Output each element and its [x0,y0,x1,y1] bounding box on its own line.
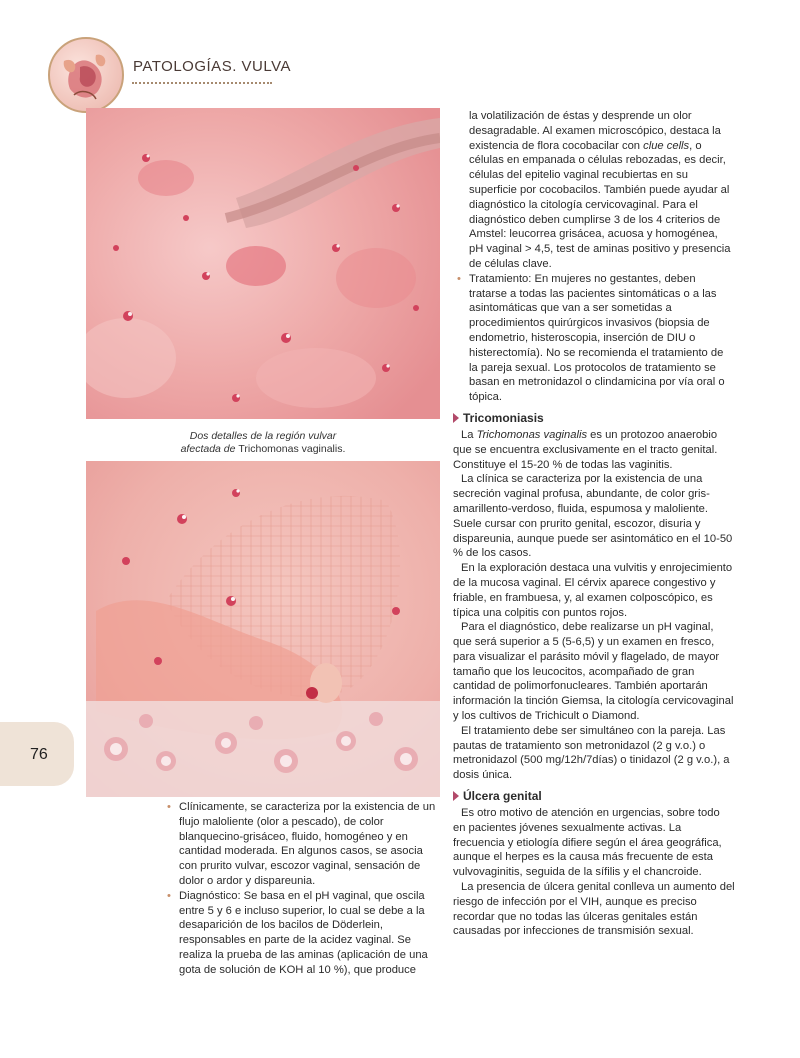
caption-line-1: Dos detalles de la región vulvar [189,430,337,442]
tricomoniasis-heading-text: Tricomoniasis [463,410,544,425]
tricomoniasis-p1-post: es un protozoo anaerobio que se encuentra exclusivamente en el tracto genital. Constituye el 15-20 % de todas las vaginitis. [453,428,718,471]
tricomoniasis-p1 [453,428,735,472]
section-marker-icon [453,413,459,423]
figure-caption [86,430,440,456]
tricomoniasis-p4: Para el diagnóstico, debe realizarse un pH vaginal, que será superior a 5 (5-6,5) y un examen en fresco, para visualizar el parásito móvil y flagelado, de mayor tamaño que los leucocitos, acompañado de gran cantidad de polimorfonucleares. También aportarán información la tinción Giemsa, la citología cervicovaginal y los cultivos de Trichicult o Diamond. [453,621,734,723]
ulcera-p1: Es otro motivo de atención en urgencias, sobre todo en pacientes jóvenes sexualmente activas. La frecuencia y etiología difiere según el área geográfica, aunque el herpes es la causa más frecuente de esta vulvovaginitis, seguida de la sífilis y el chancroide. [453,807,722,879]
tricomoniasis-p1-pre: La [461,428,477,441]
continuation-italic: clue cells [643,139,690,152]
diagnosis-continuation [453,109,735,272]
ulcera-heading-text: Úlcera genital [463,789,542,804]
anatomy-illustration-icon [48,37,124,113]
clinical-photo-top [86,108,440,419]
tricomoniasis-heading [453,411,735,425]
section-marker-icon [453,791,459,801]
right-column [453,109,735,939]
tricomoniasis-p2: La clínica se caracteriza por la existencia de una secreción vaginal profusa, abundante, de color gris-amarillento-verdoso, fluida, espumosa y maloliente. Suele cursar con prurito genital, escozor, disuria y dispareunia, aunque puede ser asintomático en el 10-50 % de los casos. [453,473,733,560]
ulcera-p2: La presencia de úlcera genital conlleva un aumento del riesgo de infección por el VIH, aunque es preciso recordar que no todas las úlceras genitales están causadas por infecciones de transmisión sexual. [453,881,735,938]
left-column [163,800,437,978]
clinical-photo-bottom [86,461,440,797]
page-number: 76 [30,746,48,763]
diagnosis-bullet: • Diagnóstico: Se basa en el pH vaginal, que oscila entre 5 y 6 e incluso superior, lo cual se debe a la desaparición de los bacilos de Döderlein, responsables en parte de la acidez vaginal. Se realiza la prueba de las aminas (aplicación de una gota de solución de KOH al 10 %), que produce [163,889,437,978]
ulcera-heading [453,789,735,803]
continuation-text-1: la volatilización de éstas y desprende un olor desagradable. Al examen microscópico, destaca la existencia de flora cocobacilar con [469,110,721,152]
caption-species: Trichomonas vaginalis. [238,443,346,455]
tricomoniasis-p5: El tratamiento debe ser simultáneo con la pareja. Las pautas de tratamiento son metronidazol (2 g v.o.) o metronidazol (500 mg/12h/7días) o tinidazol (2 g v.o.), a dosis única. [453,724,730,782]
section-title: PATOLOGÍAS. VULVA [133,58,291,75]
tricomoniasis-p3: En la exploración destaca una vulvitis y enrojecimiento de la mucosa vaginal. El cérvix aparece congestivo y friable, en frambuesa, y, al examen colposcópico, es típica una colpitis con puntos rojos. [453,562,733,619]
treatment-bullet: • Tratamiento: En mujeres no gestantes, deben tratarse a todas las pacientes sintomáticas o a las asintomáticas que van a ser sometidas a procedimientos quirúrgicos invasivos (biopsia de endometrio, histeroscopia, inserción de DIU o histerectomía). No se recomienda el tratamiento de la pareja sexual. Los protocolos de tratamiento se basan en metronidazol o clindamicina por vía oral o tópica. [453,272,735,405]
continuation-text-2: , o células en empanada o células rebozadas, es decir, células del epitelio vaginal recubiertas en su superficie por cocobacilos. También puede ayudar al diagnóstico la citología cervicovaginal. Para el diagnóstico deben cumplirse 3 de los 4 criterios de Amstel: leucorrea grisácea, acuosa y homogénea, pH vaginal > 4,5, test de aminas positivo y presencia de células clave. [469,139,731,270]
clinical-bullet: • Clínicamente, se caracteriza por la existencia de un flujo maloliente (olor a pescado), de color blanquecino-grisáceo, fluido, homogéneo y en cantidad moderada. En algunos casos, se asocia con prurito vulvar, escozor vaginal, sensación de dolor o ardor y dispareunia. [163,800,437,889]
tricomoniasis-p1-italic: Trichomonas vaginalis [476,428,588,441]
caption-line-2-prefix: afectada de [180,443,239,455]
header-divider [132,82,272,84]
